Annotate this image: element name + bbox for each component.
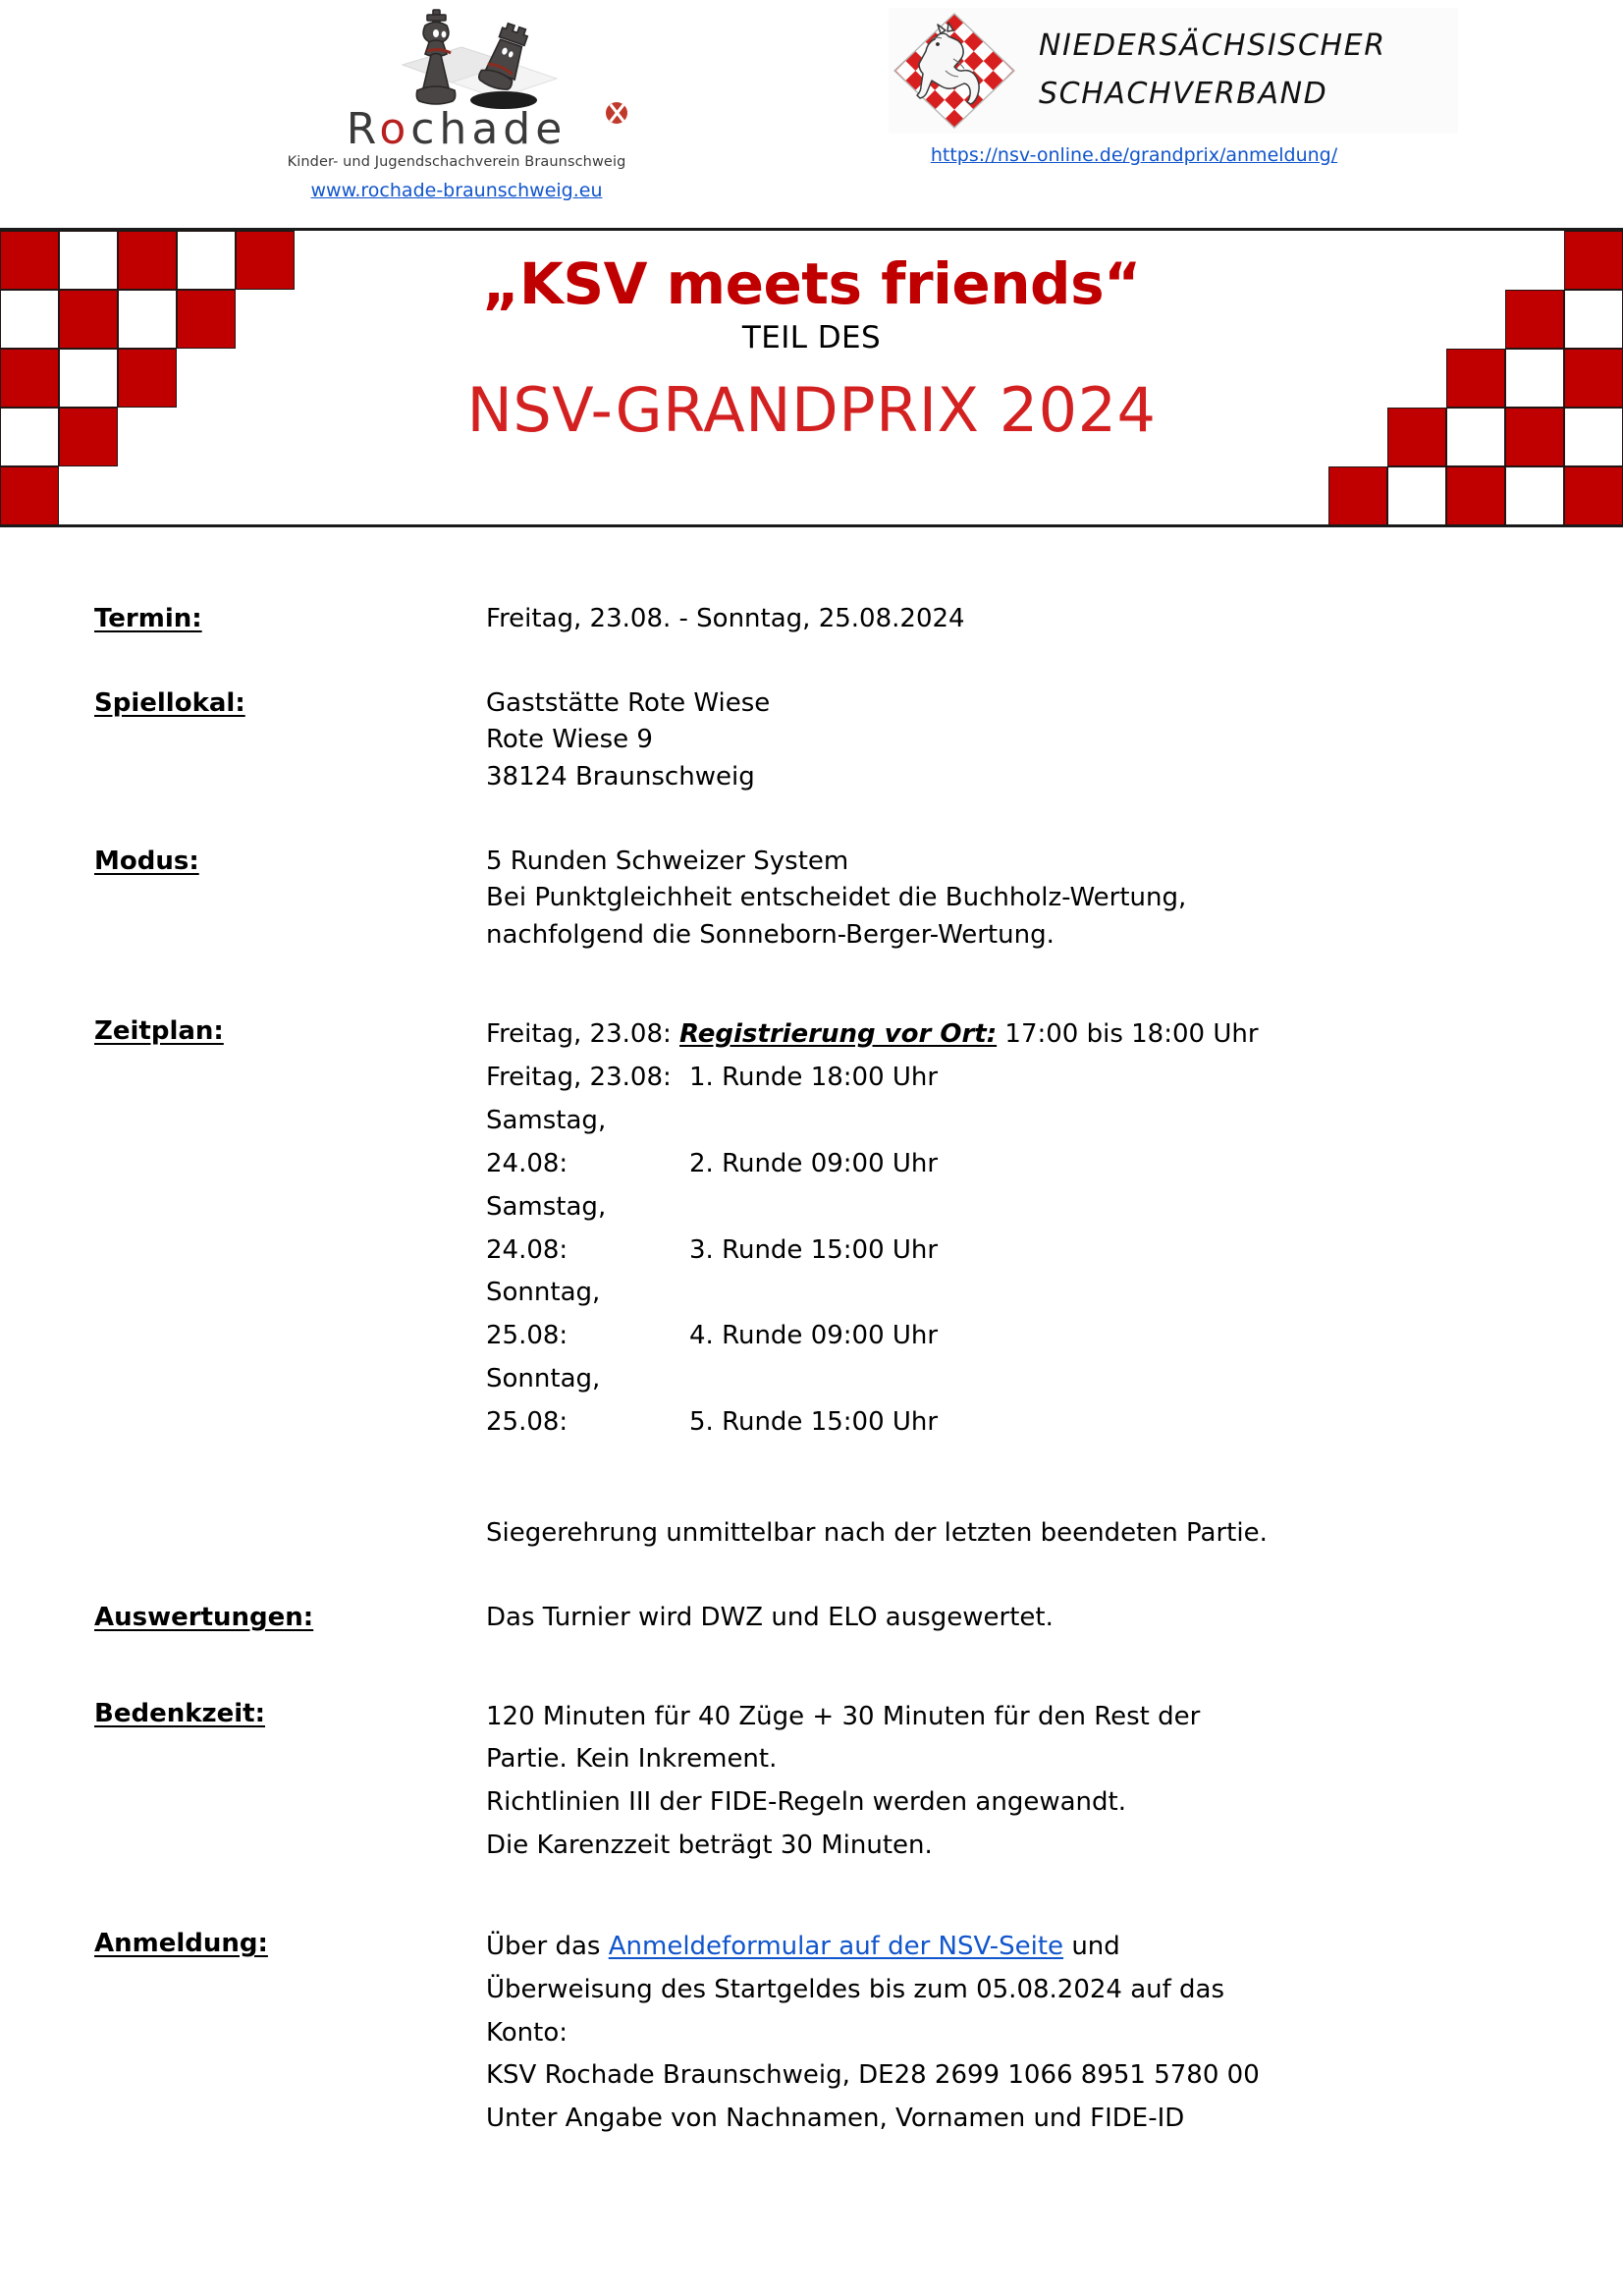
anmeldung-line-5: Unter Angabe von Nachnamen, Vornamen und FIDE-ID — [486, 2103, 1185, 2133]
nsv-name-line2: SCHACHVERBAND — [1039, 77, 1328, 111]
anmeldung-prefix: Über das — [486, 1932, 609, 1962]
tournament-details — [0, 527, 1623, 2141]
checker-square — [0, 349, 59, 408]
nsv-name-line1: NIEDERSÄCHSISCHER — [1039, 28, 1386, 64]
spacer — [0, 955, 1623, 1013]
schedule-round — [486, 1272, 1535, 1358]
round-time: 1. Runde 18:00 Uhr — [689, 1062, 939, 1092]
auswertungen-text: Das Turnier wird DWZ und ELO ausgewertet. — [486, 1602, 1054, 1632]
round-day: Sonntag, 25.08: — [486, 1278, 601, 1351]
checker-square — [118, 349, 177, 408]
round-time: 4. Runde 09:00 Uhr — [689, 1321, 939, 1351]
anmeldung-suffix: und — [1063, 1932, 1120, 1962]
rochade-wordmark — [250, 104, 663, 154]
detail-row-anmeldung — [0, 1926, 1623, 2140]
rochade-logo-block — [250, 6, 663, 201]
bedenkzeit-line-3: Richtlinien III der FIDE-Regeln werden angewandt. — [486, 1786, 1126, 1817]
modus-line-1: 5 Runden Schweizer System — [486, 846, 849, 876]
label-spiellokal: Spiellokal: — [94, 687, 245, 718]
banner-main-title: NSV-GRANDPRIX 2024 — [466, 373, 1157, 446]
checker-square — [1387, 408, 1446, 466]
round-time: 2. Runde 09:00 Uhr — [689, 1148, 939, 1178]
anmeldeformular-link[interactable]: Anmeldeformular auf der NSV-Seite — [608, 1932, 1064, 1962]
spacer — [486, 1445, 1535, 1515]
rochade-badge-icon — [606, 102, 627, 124]
checker-square — [1564, 408, 1623, 466]
modus-line-2: Bei Punktgleichheit entscheidet die Buchholz-Wertung, — [486, 883, 1187, 913]
niedersachsen-horse-diamond-icon — [889, 8, 1021, 134]
checker-square — [0, 290, 59, 349]
checker-square — [1328, 466, 1387, 525]
checker-square — [1387, 466, 1446, 525]
checker-square — [1564, 231, 1623, 290]
checker-square — [0, 466, 59, 525]
anmeldung-line-2: Überweisung des Startgeldes bis zum 05.08.2024 auf das — [486, 1974, 1225, 2004]
checker-square — [59, 290, 118, 349]
rochade-wordmark-red-o: o — [379, 104, 411, 154]
value-spiellokal — [486, 685, 1623, 796]
schedule-round — [486, 1358, 1535, 1445]
detail-row-auswertungen — [0, 1600, 1623, 1637]
value-auswertungen — [486, 1600, 1623, 1637]
venue-street: Rote Wiese 9 — [486, 725, 653, 755]
venue-name: Gaststätte Rote Wiese — [486, 687, 771, 718]
label-anmeldung: Anmeldung: — [94, 1929, 268, 1959]
schedule-round — [486, 1100, 1535, 1186]
label-zeitplan: Zeitplan: — [94, 1015, 224, 1046]
label-modus: Modus: — [94, 846, 199, 876]
label-auswertungen: Auswertungen: — [94, 1602, 314, 1632]
checker-square — [177, 231, 236, 290]
checker-square — [177, 290, 236, 349]
registration-day: Freitag, 23.08: — [486, 1018, 672, 1049]
rochade-subtitle: Kinder- und Jugendschachverein Braunschweig — [287, 154, 626, 170]
checker-square — [1505, 466, 1564, 525]
checker-square — [1446, 408, 1505, 466]
nsv-logo-block — [889, 8, 1458, 166]
spacer — [0, 796, 1623, 844]
checker-square — [1505, 349, 1564, 408]
checker-square — [59, 349, 118, 408]
detail-row-modus — [0, 844, 1623, 955]
checker-square — [118, 290, 177, 349]
checker-square — [59, 408, 118, 466]
round-day: Samstag, 24.08: — [486, 1191, 607, 1265]
schedule-closing: Siegerehrung unmittelbar nach der letzten beendeten Partie. — [486, 1518, 1268, 1549]
detail-row-spiellokal — [0, 685, 1623, 796]
anmeldung-bank-details: KSV Rochade Braunschweig, DE28 2699 1066 8951 5780 00 — [486, 2060, 1260, 2091]
chess-king-and-rook-icon — [250, 6, 663, 112]
registration-time: 17:00 bis 18:00 Uhr — [1004, 1018, 1259, 1049]
spacer — [0, 1637, 1623, 1696]
header-logo-strip — [0, 0, 1623, 228]
round-time: 3. Runde 15:00 Uhr — [689, 1234, 939, 1265]
value-modus — [486, 844, 1623, 955]
tournament-banner — [0, 228, 1623, 527]
value-bedenkzeit — [486, 1696, 1623, 1868]
nsv-registration-link[interactable]: https://nsv-online.de/grandprix/anmeldung/ — [930, 144, 1338, 166]
round-day: Freitag, 23.08: — [486, 1062, 672, 1092]
detail-row-bedenkzeit — [0, 1696, 1623, 1868]
checker-square — [118, 231, 177, 290]
schedule-registration — [486, 1013, 1535, 1057]
checker-square — [1564, 466, 1623, 525]
spacer — [0, 1553, 1623, 1600]
anmeldung-line-1 — [486, 1926, 1535, 1969]
spacer — [0, 1867, 1623, 1926]
banner-title: „KSV meets friends“ — [482, 250, 1141, 317]
spacer — [0, 638, 1623, 685]
value-anmeldung — [486, 1926, 1623, 2140]
rochade-wordmark-pre: R — [346, 104, 380, 154]
rochade-website-link[interactable]: www.rochade-braunschweig.eu — [310, 180, 603, 201]
venue-city: 38124 Braunschweig — [486, 762, 755, 793]
rochade-wordmark-post: chade — [410, 104, 568, 154]
checker-square — [1505, 290, 1564, 349]
checker-square — [0, 408, 59, 466]
label-bedenkzeit: Bedenkzeit: — [94, 1698, 266, 1728]
registration-emphasis: Registrierung vor Ort: — [679, 1018, 998, 1049]
nsv-name — [1021, 23, 1386, 118]
banner-subtitle: TEIL DES — [741, 319, 882, 355]
checker-square — [1564, 290, 1623, 349]
bedenkzeit-line-4: Die Karenzzeit beträgt 30 Minuten. — [486, 1830, 933, 1860]
anmeldung-line-3: Konto: — [486, 2017, 568, 2048]
checker-square — [1446, 349, 1505, 408]
round-time: 5. Runde 15:00 Uhr — [689, 1407, 939, 1438]
schedule-round — [486, 1186, 1535, 1273]
checker-square — [1564, 349, 1623, 408]
checker-square — [0, 231, 59, 290]
bedenkzeit-line-1: 120 Minuten für 40 Züge + 30 Minuten für den Rest der — [486, 1701, 1201, 1731]
round-day: Samstag, 24.08: — [486, 1105, 607, 1178]
value-zeitplan — [486, 1013, 1623, 1553]
label-termin: Termin: — [94, 604, 202, 633]
value-termin — [486, 601, 1623, 638]
checker-square — [1446, 466, 1505, 525]
detail-row-zeitplan — [0, 1013, 1623, 1553]
termin-date: Freitag, 23.08. - Sonntag, 25.08.2024 — [486, 604, 965, 633]
schedule-round — [486, 1057, 1535, 1100]
checker-square — [236, 231, 295, 290]
checker-square — [59, 231, 118, 290]
round-day: Sonntag, 25.08: — [486, 1364, 601, 1438]
checker-square — [1505, 408, 1564, 466]
detail-row-termin — [0, 601, 1623, 638]
modus-line-3: nachfolgend die Sonneborn-Berger-Wertung. — [486, 920, 1055, 951]
bedenkzeit-line-2: Partie. Kein Inkrement. — [486, 1744, 778, 1775]
